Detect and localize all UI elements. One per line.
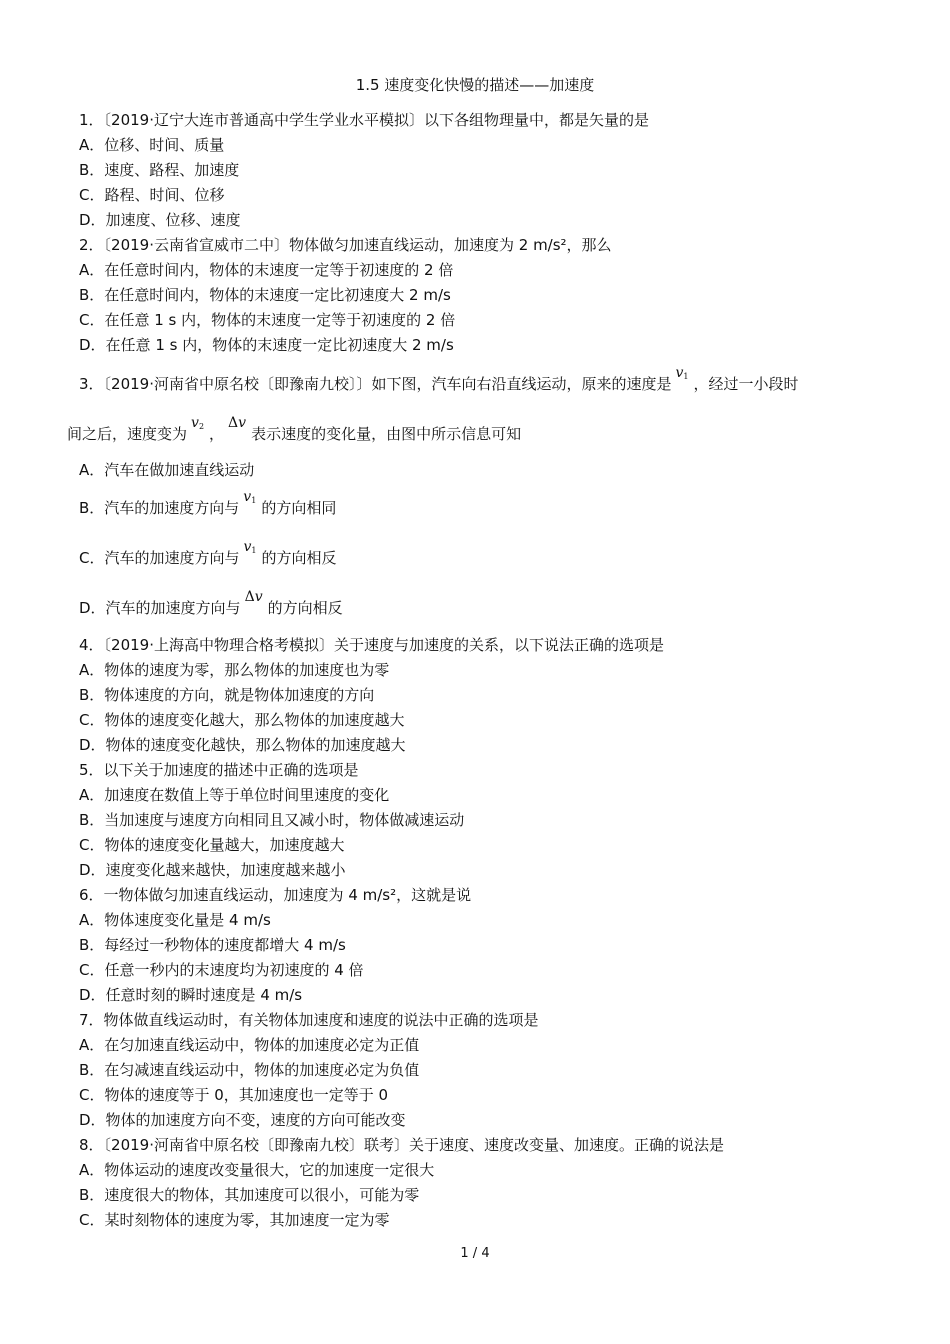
delta-v-symbol: Δv [228,415,247,431]
text-line: C．物体的速度变化越大，那么物体的加速度越大 [79,711,405,729]
page-title: 1.5 速度变化快慢的描述——加速度 [355,76,595,94]
text-line: C．任意一秒内的末速度均为初速度的 4 倍 [79,961,364,979]
text-line: D．任意时刻的瞬时速度是 4 m/s [79,986,303,1004]
text-line: B．速度、路程、加速度 [79,161,240,179]
text-line: C．在任意 1 s 内，物体的末速度一定等于初速度的 2 倍 [79,311,456,329]
text-line: C．某时刻物体的速度为零，其加速度一定为零 [79,1211,390,1229]
text-line: 2．〔2019·云南省宣威市二中〕物体做匀加速直线运动，加速度为 2 m/s²，那么 [79,236,612,254]
delta-v-symbol: Δv [244,589,263,605]
text-line: B．物体速度的方向，就是物体加速度的方向 [79,686,375,704]
v1-symbol: $v_1$ [243,489,257,505]
question-3-stem-continued: 间之后，速度变为$v_2$ ，Δv表示速度的变化量，由图中所示信息可知 [67,415,522,443]
text-line: D．在任意 1 s 内，物体的末速度一定比初速度大 2 m/s [79,336,454,354]
page-number: 1 / 4 [460,1246,490,1261]
text-line: 1．〔2019·辽宁大连市普通高中学生学业水平模拟〕以下各组物理量中，都是矢量的是 [79,111,649,129]
text-line: 8．〔2019·河南省中原名校〔即豫南九校〕联考〕关于速度、速度改变量、加速度。正确的说法是 [79,1136,724,1154]
text-line: A．在任意时间内，物体的末速度一定等于初速度的 2 倍 [79,261,454,279]
text-line: C．物体的速度等于 0，其加速度也一定等于 0 [79,1086,389,1104]
text-line: 7．物体做直线运动时，有关物体加速度和速度的说法中正确的选项是 [79,1011,539,1029]
text-line: D．速度变化越来越快，加速度越来越小 [79,861,346,879]
text-line: C．路程、时间、位移 [79,186,225,204]
text-line: A．物体运动的速度改变量很大，它的加速度一定很大 [79,1161,435,1179]
option-d: D．汽车的加速度方向与Δv的方向相反 [79,589,343,617]
text-line: D．加速度、位移、速度 [79,211,241,229]
text-line: D．物体的速度变化越快，那么物体的加速度越大 [79,736,406,754]
v2-symbol: $v_2$ [191,415,205,431]
v1-symbol: $v_1$ [243,539,257,555]
question-3-stem: 3．〔2019·河南省中原名校〔即豫南九校〕〕如下图，汽车向右沿直线运动，原来的速度是$v_1$ ，经过一小段时 [79,365,799,393]
text-line: A．物体的速度为零，那么物体的加速度也为零 [79,661,390,679]
text-line: D．物体的加速度方向不变，速度的方向可能改变 [79,1111,406,1129]
text-line: B．在任意时间内，物体的末速度一定比初速度大 2 m/s [79,286,451,304]
text-line: B．当加速度与速度方向相同且又减小时，物体做减速运动 [79,811,465,829]
option-a: A．汽车在做加速直线运动 [79,461,255,479]
text-line: A．位移、时间、质量 [79,136,225,154]
text-line: C．物体的速度变化量越大，加速度越大 [79,836,345,854]
text-line: B．速度很大的物体，其加速度可以很小，可能为零 [79,1186,420,1204]
text-line: B．每经过一秒物体的速度都增大 4 m/s [79,936,346,954]
option-c: C．汽车的加速度方向与$v_1$ 的方向相反 [79,539,337,567]
text-line: A．加速度在数值上等于单位时间里速度的变化 [79,786,390,804]
text-line: B．在匀减速直线运动中，物体的加速度必定为负值 [79,1061,420,1079]
text-line: A．物体速度变化量是 4 m/s [79,911,271,929]
text-line: 4．〔2019·上海高中物理合格考模拟〕关于速度与加速度的关系，以下说法正确的选项是 [79,636,664,654]
text-line: 6．一物体做匀加速直线运动，加速度为 4 m/s²，这就是说 [79,886,472,904]
text-line: 5．以下关于加速度的描述中正确的选项是 [79,761,359,779]
option-b: B．汽车的加速度方向与$v_1$ 的方向相同 [79,489,337,517]
v1-symbol: $v_1$ [675,365,689,381]
text-line: A．在匀加速直线运动中，物体的加速度必定为正值 [79,1036,420,1054]
